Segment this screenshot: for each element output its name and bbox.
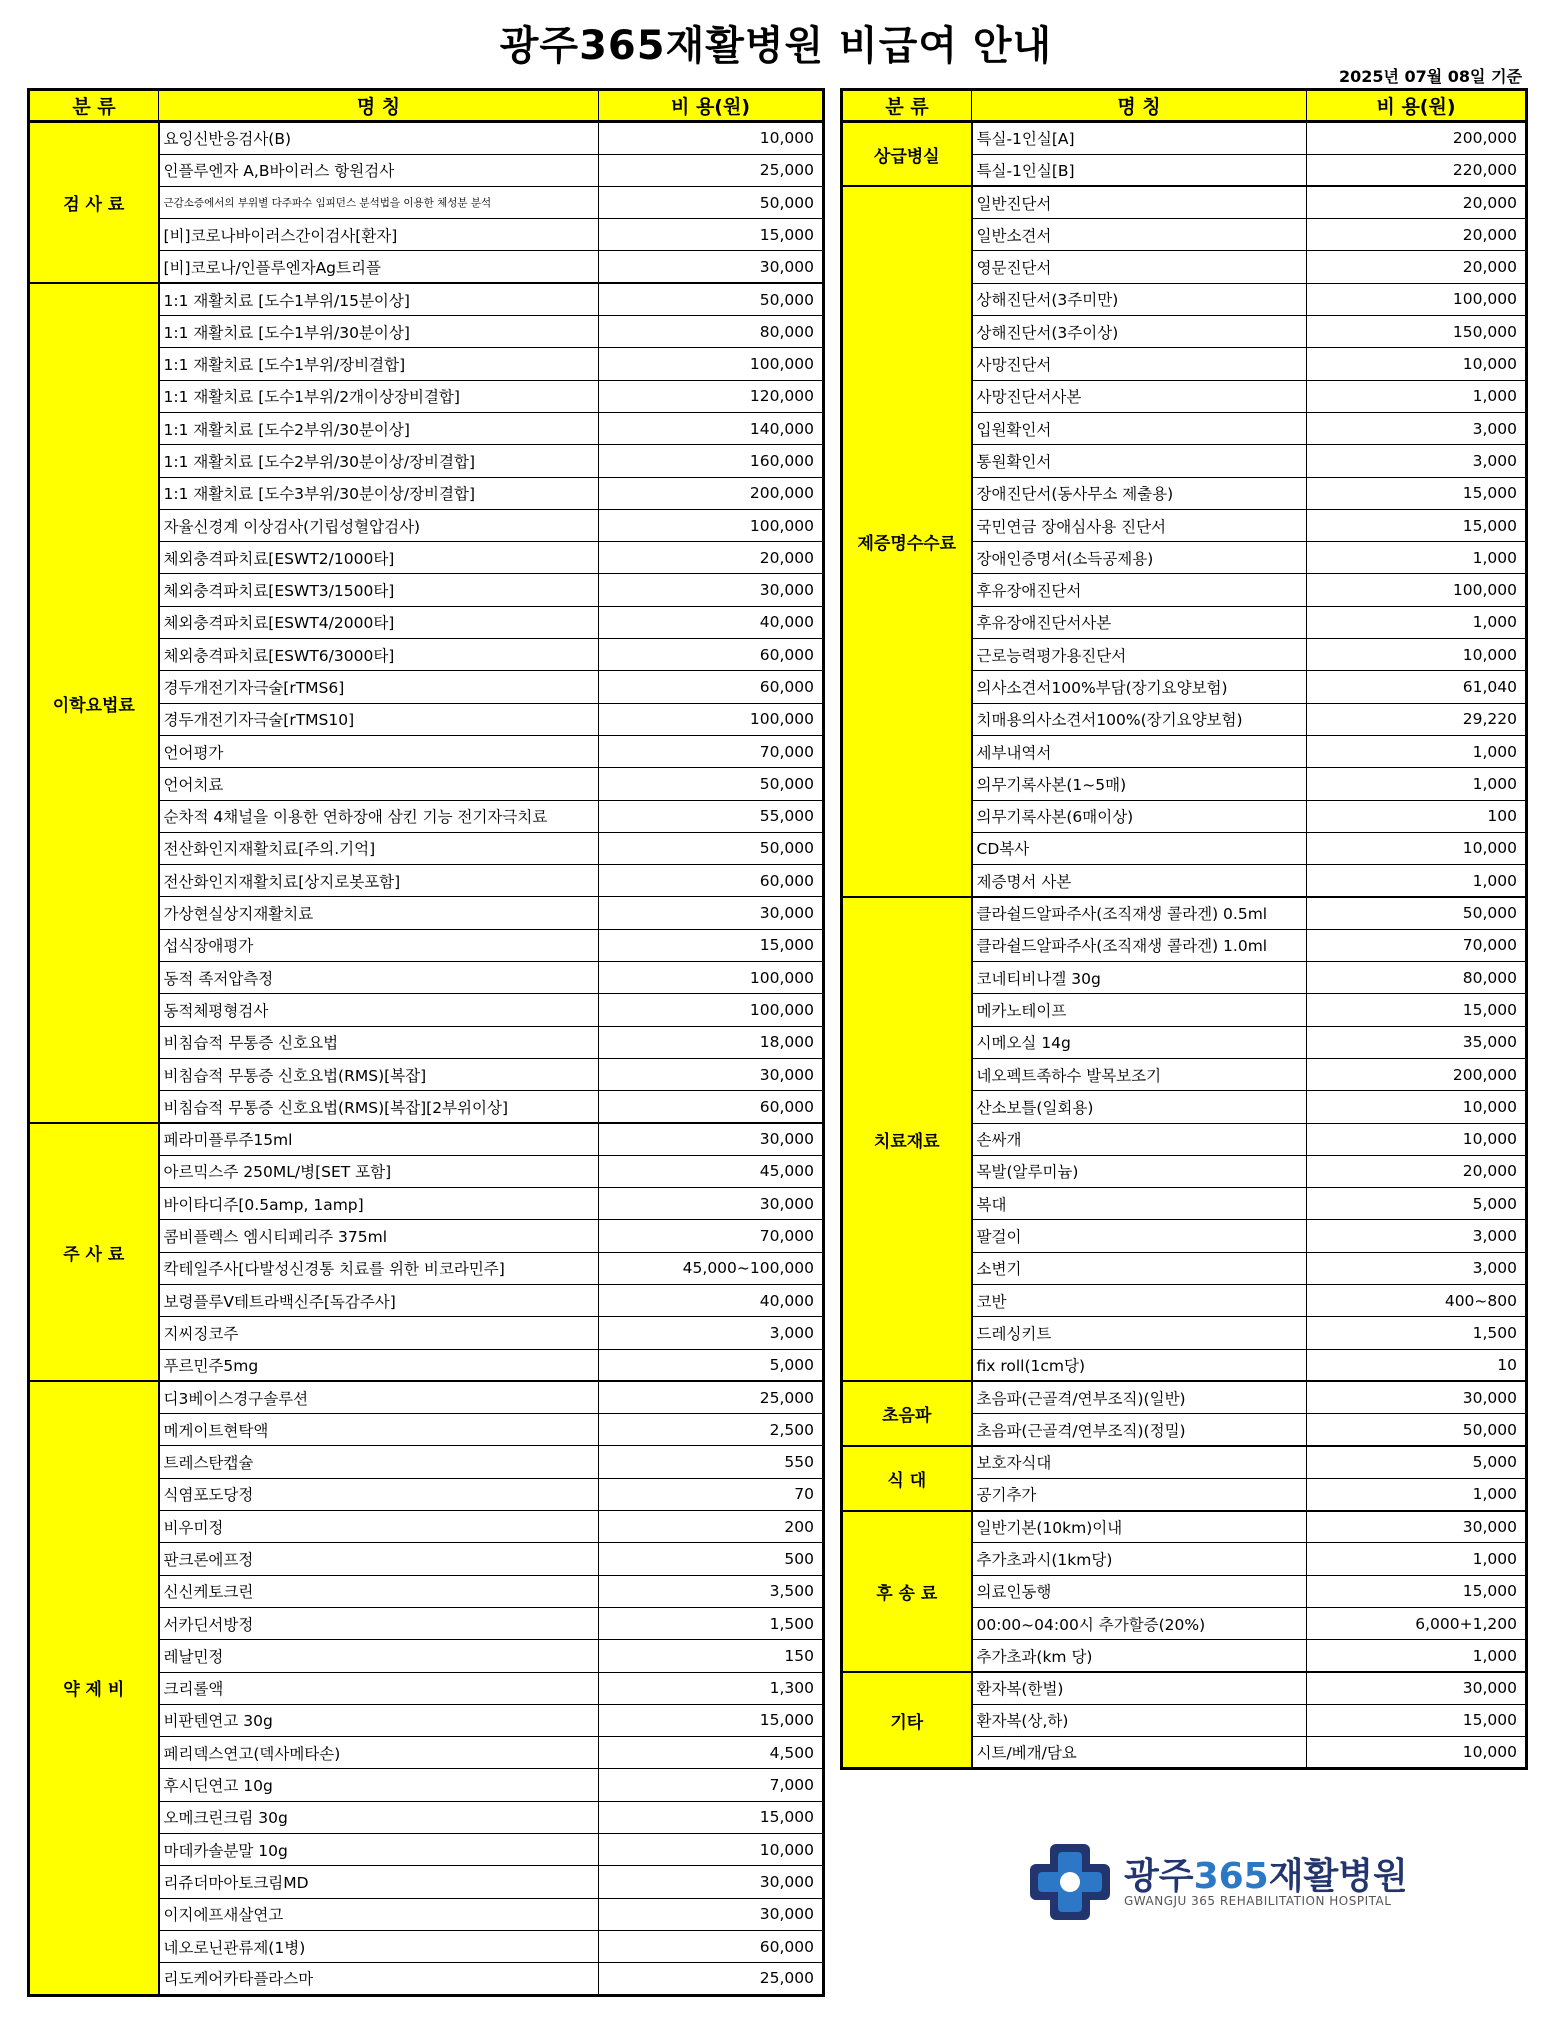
item-cost: 15,000 bbox=[599, 219, 824, 251]
item-cost: 100,000 bbox=[599, 962, 824, 994]
category-cell: 기타 bbox=[842, 1672, 972, 1769]
header-name: 명 칭 bbox=[972, 90, 1307, 122]
item-name: 마데카솔분말 10g bbox=[159, 1834, 599, 1866]
item-name: 손싸개 bbox=[972, 1123, 1307, 1155]
item-name: 경두개전기자극술[rTMS10] bbox=[159, 703, 599, 735]
item-name: 메카노테이프 bbox=[972, 994, 1307, 1026]
item-cost: 1,000 bbox=[1307, 768, 1527, 800]
item-cost: 1,000 bbox=[1307, 735, 1527, 767]
item-cost: 20,000 bbox=[1307, 251, 1527, 283]
table-row bbox=[29, 283, 824, 315]
item-name: 드레싱키트 bbox=[972, 1317, 1307, 1349]
item-cost: 10,000 bbox=[599, 1834, 824, 1866]
item-cost: 10,000 bbox=[1307, 1737, 1527, 1769]
item-cost: 61,040 bbox=[1307, 671, 1527, 703]
item-name: 특실-1인실[A] bbox=[972, 122, 1307, 154]
item-name: 레날민정 bbox=[159, 1640, 599, 1672]
item-name: fix roll(1cm당) bbox=[972, 1349, 1307, 1381]
item-name: 판크론에프정 bbox=[159, 1543, 599, 1575]
item-cost: 100,000 bbox=[1307, 283, 1527, 315]
item-name: 일반진단서 bbox=[972, 186, 1307, 218]
item-cost: 3,000 bbox=[1307, 1252, 1527, 1284]
item-cost: 80,000 bbox=[599, 316, 824, 348]
item-name: 지씨징코주 bbox=[159, 1317, 599, 1349]
item-cost: 1,500 bbox=[1307, 1317, 1527, 1349]
item-cost: 25,000 bbox=[599, 1381, 824, 1413]
item-name: 디3베이스경구솔루션 bbox=[159, 1381, 599, 1413]
item-name: 크리롤액 bbox=[159, 1672, 599, 1704]
item-cost: 10,000 bbox=[1307, 832, 1527, 864]
category-cell: 제증명수수료 bbox=[842, 186, 972, 897]
item-name: 보령플루V테트라백신주[독감주사] bbox=[159, 1284, 599, 1316]
item-cost: 200,000 bbox=[1307, 1058, 1527, 1090]
fee-table-left bbox=[27, 88, 825, 1997]
item-name: 비침습적 무통증 신호요법 bbox=[159, 1026, 599, 1058]
item-name: 후시딘연고 10g bbox=[159, 1769, 599, 1801]
item-cost: 60,000 bbox=[599, 1930, 824, 1962]
item-name: 후유장애진단서 bbox=[972, 574, 1307, 606]
item-name: 순차적 4채널을 이용한 연하장애 삼킨 기능 전기자극치료 bbox=[159, 800, 599, 832]
item-name: 추가초과(km 당) bbox=[972, 1640, 1307, 1672]
item-cost: 1,000 bbox=[1307, 380, 1527, 412]
item-name: 환자복(한벌) bbox=[972, 1672, 1307, 1704]
item-name: 식염포도당정 bbox=[159, 1478, 599, 1510]
item-name: 네오펙트족하수 발목보조기 bbox=[972, 1058, 1307, 1090]
item-name: 소변기 bbox=[972, 1252, 1307, 1284]
item-cost: 10,000 bbox=[1307, 639, 1527, 671]
item-cost: 60,000 bbox=[599, 639, 824, 671]
item-name: 서카딘서방정 bbox=[159, 1607, 599, 1639]
item-name: 00:00~04:00시 추가할증(20%) bbox=[972, 1607, 1307, 1639]
item-cost: 30,000 bbox=[599, 1188, 824, 1220]
item-name: 비판텐연고 30g bbox=[159, 1704, 599, 1736]
item-name: 1:1 재활치료 [도수2부위/30분이상] bbox=[159, 412, 599, 444]
item-name: 사망진단서사본 bbox=[972, 380, 1307, 412]
item-name: 이지에프새살연고 bbox=[159, 1898, 599, 1930]
item-cost: 100,000 bbox=[599, 703, 824, 735]
item-cost: 220,000 bbox=[1307, 154, 1527, 186]
item-name: CD복사 bbox=[972, 832, 1307, 864]
header-category: 분 류 bbox=[29, 90, 159, 122]
item-cost: 25,000 bbox=[599, 1963, 824, 1995]
item-name: 의무기록사본(6매이상) bbox=[972, 800, 1307, 832]
item-cost: 10,000 bbox=[1307, 1123, 1527, 1155]
item-name: 사망진단서 bbox=[972, 348, 1307, 380]
item-cost: 50,000 bbox=[599, 283, 824, 315]
item-name: 일반소견서 bbox=[972, 219, 1307, 251]
item-name: 1:1 재활치료 [도수1부위/30분이상] bbox=[159, 316, 599, 348]
item-name: 의료인동행 bbox=[972, 1575, 1307, 1607]
item-name: 체외충격파치료[ESWT4/2000타] bbox=[159, 606, 599, 638]
item-cost: 10,000 bbox=[1307, 348, 1527, 380]
category-cell: 약 제 비 bbox=[29, 1381, 159, 1995]
item-name: 섭식장애평가 bbox=[159, 929, 599, 961]
item-cost: 30,000 bbox=[1307, 1672, 1527, 1704]
item-cost: 160,000 bbox=[599, 445, 824, 477]
item-cost: 30,000 bbox=[599, 251, 824, 283]
item-cost: 60,000 bbox=[599, 1091, 824, 1123]
item-cost: 120,000 bbox=[599, 380, 824, 412]
item-cost: 45,000 bbox=[599, 1155, 824, 1187]
item-name: 일반기본(10km)이내 bbox=[972, 1511, 1307, 1543]
item-name: 동적체평형검사 bbox=[159, 994, 599, 1026]
item-cost: 200 bbox=[599, 1511, 824, 1543]
item-name: 초음파(근골격/연부조직)(정밀) bbox=[972, 1414, 1307, 1446]
item-cost: 25,000 bbox=[599, 154, 824, 186]
item-name: 인플루엔자 A,B바이러스 항원검사 bbox=[159, 154, 599, 186]
item-cost: 1,000 bbox=[1307, 1640, 1527, 1672]
item-cost: 30,000 bbox=[599, 1123, 824, 1155]
item-cost: 1,300 bbox=[599, 1672, 824, 1704]
item-name: 경두개전기자극술[rTMS6] bbox=[159, 671, 599, 703]
item-cost: 1,000 bbox=[1307, 606, 1527, 638]
item-cost: 5,000 bbox=[1307, 1446, 1527, 1478]
item-cost: 100 bbox=[1307, 800, 1527, 832]
item-name: 신신케토크린 bbox=[159, 1575, 599, 1607]
table-row bbox=[29, 1381, 824, 1413]
item-cost: 10,000 bbox=[599, 122, 824, 154]
item-cost: 500 bbox=[599, 1543, 824, 1575]
item-cost: 29,220 bbox=[1307, 703, 1527, 735]
item-name: 바이타디주[0.5amp, 1amp] bbox=[159, 1188, 599, 1220]
item-name: 오메크린크림 30g bbox=[159, 1801, 599, 1833]
table-row bbox=[842, 122, 1527, 154]
item-cost: 55,000 bbox=[599, 800, 824, 832]
item-name: 코네티비나겔 30g bbox=[972, 962, 1307, 994]
item-name: 복대 bbox=[972, 1188, 1307, 1220]
item-cost: 20,000 bbox=[599, 542, 824, 574]
item-name: 체외충격파치료[ESWT2/1000타] bbox=[159, 542, 599, 574]
item-cost: 10 bbox=[1307, 1349, 1527, 1381]
item-cost: 200,000 bbox=[1307, 122, 1527, 154]
item-cost: 2,500 bbox=[599, 1414, 824, 1446]
item-cost: 70,000 bbox=[1307, 929, 1527, 961]
item-name: 트레스탄캡슐 bbox=[159, 1446, 599, 1478]
item-cost: 40,000 bbox=[599, 1284, 824, 1316]
fee-table-right bbox=[840, 88, 1528, 1770]
category-cell: 검 사 료 bbox=[29, 122, 159, 283]
item-name: 코반 bbox=[972, 1284, 1307, 1316]
item-name: 클라쉴드알파주사(조직재생 콜라겐) 0.5ml bbox=[972, 897, 1307, 929]
item-cost: 15,000 bbox=[1307, 1704, 1527, 1736]
item-name: 자율신경계 이상검사(기립성혈압검사) bbox=[159, 509, 599, 541]
table-row bbox=[842, 1672, 1527, 1704]
item-cost: 30,000 bbox=[1307, 1511, 1527, 1543]
category-cell: 식 대 bbox=[842, 1446, 972, 1511]
item-name: 의무기록사본(1~5매) bbox=[972, 768, 1307, 800]
item-name: 요잉신반응검사(B) bbox=[159, 122, 599, 154]
item-name: 목발(알루미늄) bbox=[972, 1155, 1307, 1187]
item-name: 1:1 재활치료 [도수2부위/30분이상/장비결합] bbox=[159, 445, 599, 477]
table-row bbox=[29, 1123, 824, 1155]
item-name: 추가초과시(1km당) bbox=[972, 1543, 1307, 1575]
item-name: 클라쉴드알파주사(조직재생 콜라겐) 1.0ml bbox=[972, 929, 1307, 961]
header-category: 분 류 bbox=[842, 90, 972, 122]
item-name: 리쥬더마아토크림MD bbox=[159, 1866, 599, 1898]
item-cost: 30,000 bbox=[599, 574, 824, 606]
item-cost: 50,000 bbox=[599, 832, 824, 864]
item-cost: 150 bbox=[599, 1640, 824, 1672]
item-name: 아르믹스주 250ML/병[SET 포함] bbox=[159, 1155, 599, 1187]
item-cost: 80,000 bbox=[1307, 962, 1527, 994]
item-name: 1:1 재활치료 [도수3부위/30분이상/장비결합] bbox=[159, 477, 599, 509]
item-name: 상해진단서(3주이상) bbox=[972, 316, 1307, 348]
item-name: 근감소증에서의 부위별 다주파수 임피던스 분석법을 이용한 체성분 분석 bbox=[159, 186, 599, 218]
item-cost: 15,000 bbox=[1307, 994, 1527, 1026]
item-name: 후유장애진단서사본 bbox=[972, 606, 1307, 638]
item-cost: 50,000 bbox=[599, 768, 824, 800]
item-cost: 70,000 bbox=[599, 1220, 824, 1252]
table-row bbox=[842, 897, 1527, 929]
item-cost: 15,000 bbox=[599, 1801, 824, 1833]
item-name: 언어평가 bbox=[159, 735, 599, 767]
item-name: 시트/베개/담요 bbox=[972, 1737, 1307, 1769]
item-name: 의사소견서100%부담(장기요양보험) bbox=[972, 671, 1307, 703]
item-cost: 1,000 bbox=[1307, 1478, 1527, 1510]
header-cost: 비 용(원) bbox=[1307, 90, 1527, 122]
item-cost: 30,000 bbox=[599, 1058, 824, 1090]
category-cell: 이학요법료 bbox=[29, 283, 159, 1123]
item-name: 비침습적 무통증 신호요법(RMS)[복잡][2부위이상] bbox=[159, 1091, 599, 1123]
item-cost: 30,000 bbox=[599, 1898, 824, 1930]
item-cost: 3,000 bbox=[599, 1317, 824, 1349]
item-cost: 6,000+1,200 bbox=[1307, 1607, 1527, 1639]
item-cost: 100,000 bbox=[599, 348, 824, 380]
item-name: 통원확인서 bbox=[972, 445, 1307, 477]
item-name: 동적 족저압측정 bbox=[159, 962, 599, 994]
item-cost: 15,000 bbox=[599, 1704, 824, 1736]
item-name: 메게이트현탁액 bbox=[159, 1414, 599, 1446]
item-cost: 15,000 bbox=[1307, 1575, 1527, 1607]
item-cost: 60,000 bbox=[599, 865, 824, 897]
item-name: 1:1 재활치료 [도수1부위/장비결합] bbox=[159, 348, 599, 380]
item-name: 초음파(근골격/연부조직)(일반) bbox=[972, 1381, 1307, 1413]
item-cost: 15,000 bbox=[599, 929, 824, 961]
item-name: [비]코로나/인플루엔자Ag트리플 bbox=[159, 251, 599, 283]
item-name: 칵테일주사[다발성신경통 치료를 위한 비코라민주] bbox=[159, 1252, 599, 1284]
item-cost: 1,500 bbox=[599, 1607, 824, 1639]
item-cost: 1,000 bbox=[1307, 865, 1527, 897]
table-row bbox=[842, 186, 1527, 218]
item-cost: 70,000 bbox=[599, 735, 824, 767]
item-name: 보호자식대 bbox=[972, 1446, 1307, 1478]
item-cost: 550 bbox=[599, 1446, 824, 1478]
item-cost: 20,000 bbox=[1307, 1155, 1527, 1187]
item-cost: 400~800 bbox=[1307, 1284, 1527, 1316]
table-row bbox=[842, 1511, 1527, 1543]
item-cost: 30,000 bbox=[599, 1866, 824, 1898]
logo-subtitle: GWANGJU 365 REHABILITATION HOSPITAL bbox=[1124, 1894, 1392, 1908]
item-cost: 3,000 bbox=[1307, 412, 1527, 444]
item-name: 특실-1인실[B] bbox=[972, 154, 1307, 186]
item-name: 네오로닌관류제(1병) bbox=[159, 1930, 599, 1962]
item-name: 체외충격파치료[ESWT3/1500타] bbox=[159, 574, 599, 606]
item-cost: 35,000 bbox=[1307, 1026, 1527, 1058]
item-name: 영문진단서 bbox=[972, 251, 1307, 283]
item-cost: 4,500 bbox=[599, 1737, 824, 1769]
item-cost: 1,000 bbox=[1307, 1543, 1527, 1575]
category-cell: 후 송 료 bbox=[842, 1511, 972, 1672]
item-name: 산소보틀(일회용) bbox=[972, 1091, 1307, 1123]
item-cost: 60,000 bbox=[599, 671, 824, 703]
item-name: 장애인증명서(소득공제용) bbox=[972, 542, 1307, 574]
item-name: 환자복(상,하) bbox=[972, 1704, 1307, 1736]
table-row bbox=[842, 1381, 1527, 1413]
item-name: 치매용의사소견서100%(장기요양보험) bbox=[972, 703, 1307, 735]
item-cost: 100,000 bbox=[1307, 574, 1527, 606]
item-name: 시메오실 14g bbox=[972, 1026, 1307, 1058]
item-cost: 5,000 bbox=[1307, 1188, 1527, 1220]
item-cost: 50,000 bbox=[599, 186, 824, 218]
item-name: 상해진단서(3주미만) bbox=[972, 283, 1307, 315]
item-cost: 150,000 bbox=[1307, 316, 1527, 348]
table-row bbox=[842, 1446, 1527, 1478]
table-row bbox=[29, 122, 824, 154]
item-name: 1:1 재활치료 [도수1부위/15분이상] bbox=[159, 283, 599, 315]
item-name: 1:1 재활치료 [도수1부위/2개이상장비결합] bbox=[159, 380, 599, 412]
item-cost: 100,000 bbox=[599, 994, 824, 1026]
header-cost: 비 용(원) bbox=[599, 90, 824, 122]
item-name: 전산화인지재활치료[상지로봇포함] bbox=[159, 865, 599, 897]
item-name: 비우미정 bbox=[159, 1511, 599, 1543]
category-cell: 상급병실 bbox=[842, 122, 972, 187]
item-name: 공기추가 bbox=[972, 1478, 1307, 1510]
item-name: 페라미플루주15ml bbox=[159, 1123, 599, 1155]
item-name: 언어치료 bbox=[159, 768, 599, 800]
item-cost: 30,000 bbox=[1307, 1381, 1527, 1413]
item-name: 가상현실상지재활치료 bbox=[159, 897, 599, 929]
item-cost: 20,000 bbox=[1307, 186, 1527, 218]
item-cost: 7,000 bbox=[599, 1769, 824, 1801]
item-name: 근로능력평가용진단서 bbox=[972, 639, 1307, 671]
item-name: 리도케어카타플라스마 bbox=[159, 1963, 599, 1995]
logo-text: 광주365재활병원 bbox=[1124, 1856, 1408, 1897]
item-cost: 70 bbox=[599, 1478, 824, 1510]
item-cost: 140,000 bbox=[599, 412, 824, 444]
item-cost: 1,000 bbox=[1307, 542, 1527, 574]
category-cell: 치료재료 bbox=[842, 897, 972, 1381]
item-cost: 10,000 bbox=[1307, 1091, 1527, 1123]
item-cost: 15,000 bbox=[1307, 477, 1527, 509]
item-cost: 3,000 bbox=[1307, 445, 1527, 477]
item-cost: 50,000 bbox=[1307, 1414, 1527, 1446]
item-cost: 40,000 bbox=[599, 606, 824, 638]
effective-date: 2025년 07월 08일 기준 bbox=[1338, 67, 1522, 86]
item-name: 입원확인서 bbox=[972, 412, 1307, 444]
item-cost: 50,000 bbox=[1307, 897, 1527, 929]
item-name: 제증명서 사본 bbox=[972, 865, 1307, 897]
item-name: 콤비플렉스 엠시티페리주 375ml bbox=[159, 1220, 599, 1252]
item-name: [비]코로나바이러스간이검사[환자] bbox=[159, 219, 599, 251]
item-name: 팔걸이 bbox=[972, 1220, 1307, 1252]
item-name: 전산화인지재활치료[주의.기억] bbox=[159, 832, 599, 864]
category-cell: 초음파 bbox=[842, 1381, 972, 1446]
item-name: 세부내역서 bbox=[972, 735, 1307, 767]
item-cost: 18,000 bbox=[599, 1026, 824, 1058]
item-cost: 3,000 bbox=[1307, 1220, 1527, 1252]
item-cost: 15,000 bbox=[1307, 509, 1527, 541]
cross-icon bbox=[1030, 1844, 1110, 1920]
item-name: 국민연금 장애심사용 진단서 bbox=[972, 509, 1307, 541]
item-cost: 30,000 bbox=[599, 897, 824, 929]
item-cost: 45,000~100,000 bbox=[599, 1252, 824, 1284]
category-cell: 주 사 료 bbox=[29, 1123, 159, 1381]
item-cost: 20,000 bbox=[1307, 219, 1527, 251]
header-name: 명 칭 bbox=[159, 90, 599, 122]
item-cost: 3,500 bbox=[599, 1575, 824, 1607]
item-name: 푸르민주5mg bbox=[159, 1349, 599, 1381]
item-name: 체외충격파치료[ESWT6/3000타] bbox=[159, 639, 599, 671]
item-cost: 100,000 bbox=[599, 509, 824, 541]
item-name: 비침습적 무통증 신호요법(RMS)[복잡] bbox=[159, 1058, 599, 1090]
item-name: 페리덱스연고(덱사메타손) bbox=[159, 1737, 599, 1769]
item-name: 장애진단서(동사무소 제출용) bbox=[972, 477, 1307, 509]
page-title: 광주365재활병원 비급여 안내 bbox=[499, 23, 1053, 69]
item-cost: 5,000 bbox=[599, 1349, 824, 1381]
item-cost: 200,000 bbox=[599, 477, 824, 509]
